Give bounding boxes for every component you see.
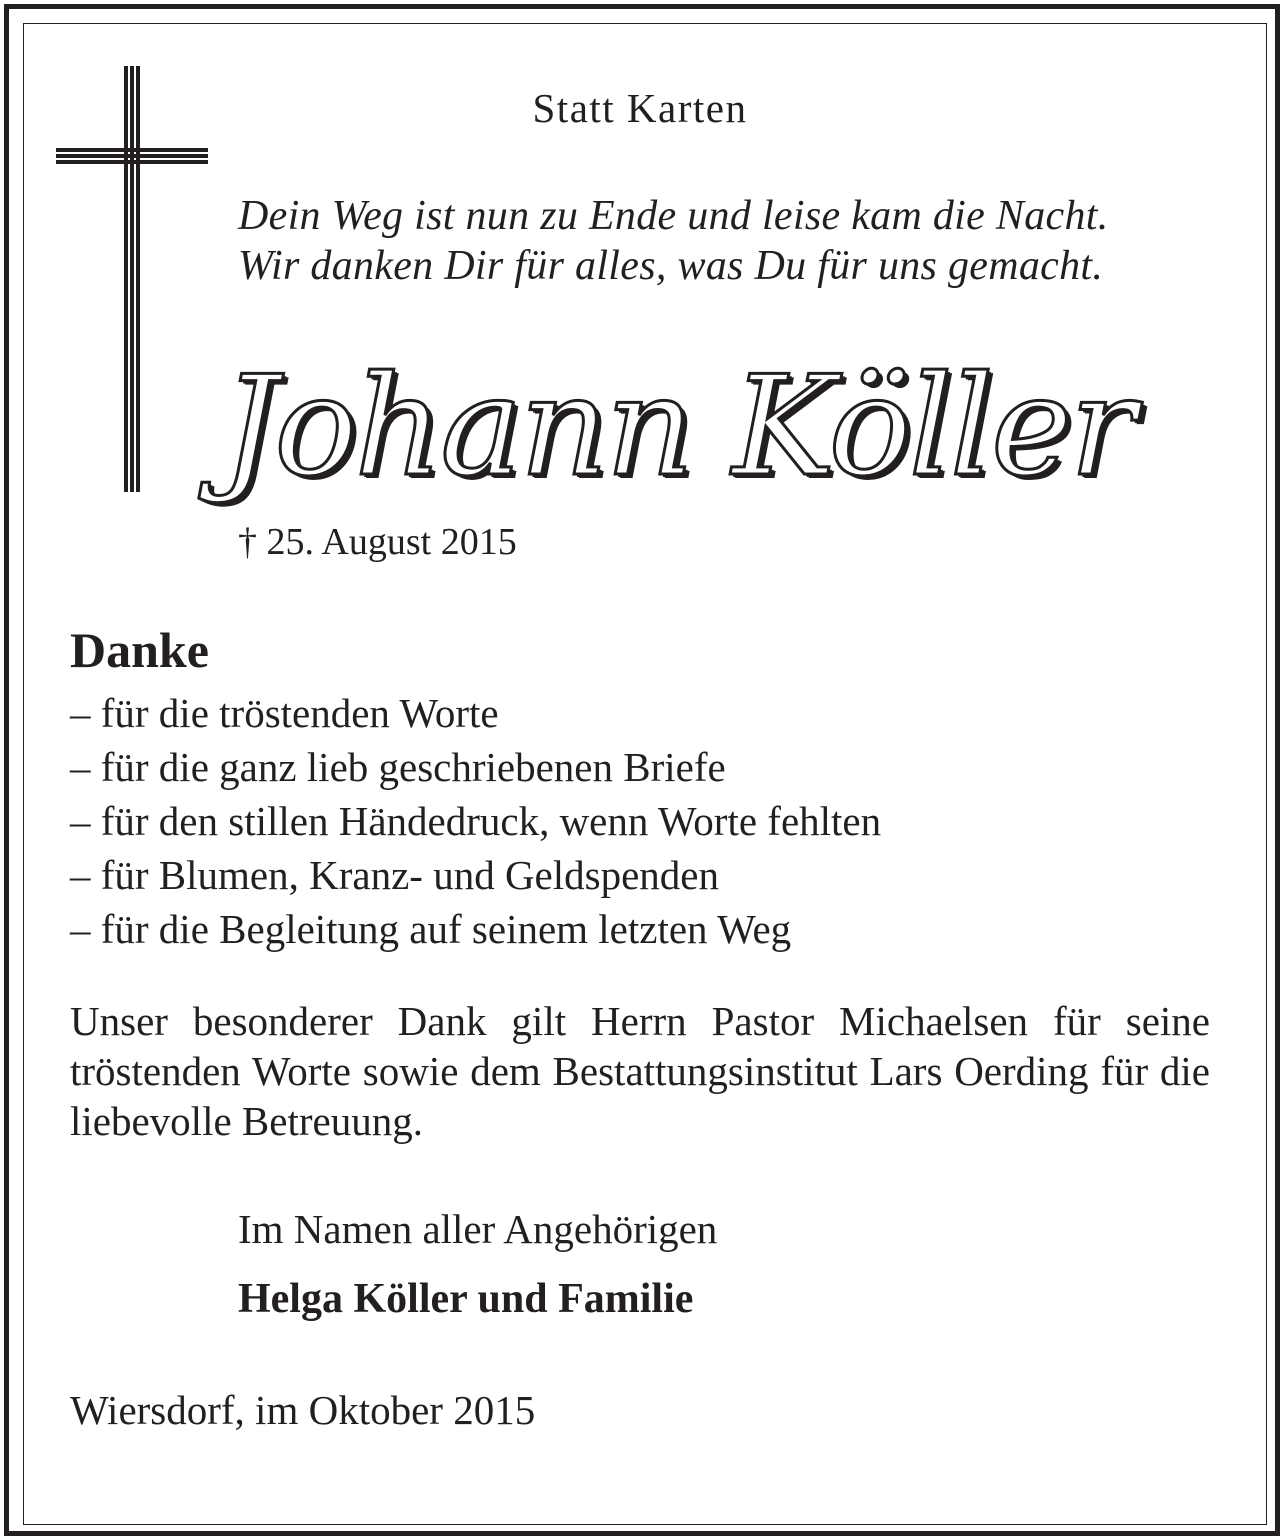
thanks-list-item: – für die tröstenden Worte <box>70 690 499 736</box>
notice-header: Statt Karten <box>532 85 748 131</box>
family-signature: Helga Köller und Familie <box>238 1276 694 1322</box>
thanks-list-item: – für die Begleitung auf seinem letzten Weg <box>70 906 792 952</box>
thanks-heading: Danke <box>70 622 209 678</box>
signoff-line: Im Namen aller Angehörigen <box>238 1206 718 1252</box>
thanks-list <box>70 686 881 956</box>
place-date: Wiersdorf, im Oktober 2015 <box>70 1387 536 1433</box>
thanks-list-item: – für die ganz lieb geschriebenen Briefe <box>70 744 726 790</box>
thanks-list-item: – für Blumen, Kranz- und Geldspenden <box>70 852 719 898</box>
verse-line-1: Dein Weg ist nun zu Ende und leise kam die Nacht. <box>238 193 1109 239</box>
thanks-paragraph: Unser besonderer Dank gilt Herrn Pastor Michaelsen für seine tröstenden Worte sowie dem Bestattungsinstitut Lars Oerding für die liebevolle Betreuung. <box>70 998 1210 1144</box>
deceased-name: Johann Köller <box>222 346 1133 507</box>
thanks-list-item: – für den stillen Händedruck, wenn Worte fehlten <box>70 798 882 844</box>
verse-line-2: Wir danken Dir für alles, was Du für uns gemacht. <box>238 243 1104 289</box>
death-date: † 25. August 2015 <box>238 521 517 563</box>
